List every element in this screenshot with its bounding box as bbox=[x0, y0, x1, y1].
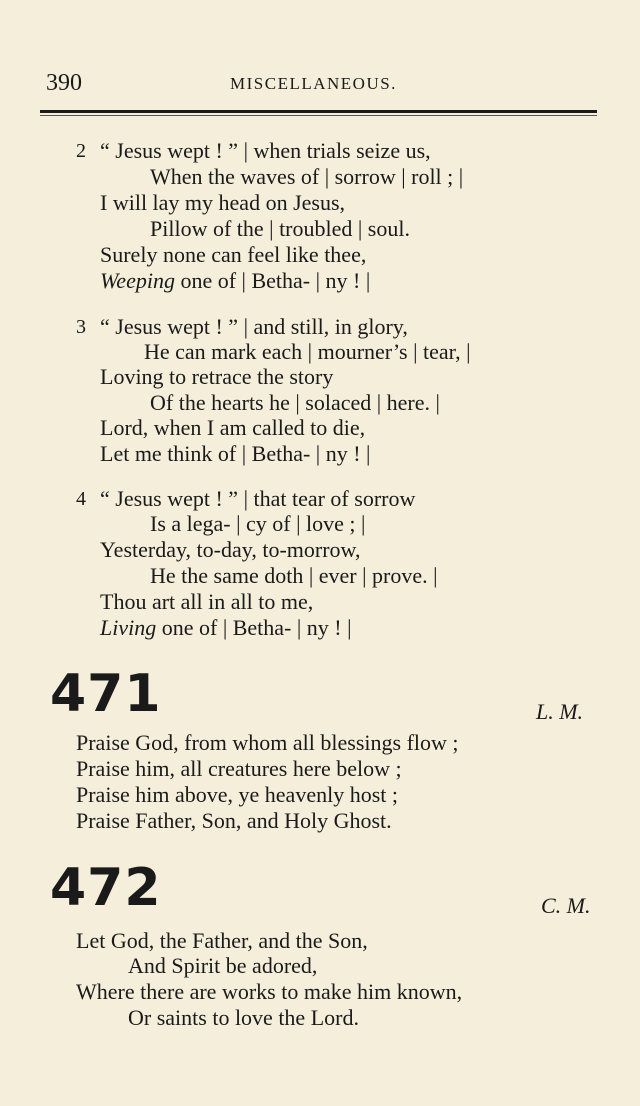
verse-line: Surely none can feel like thee, bbox=[100, 242, 367, 267]
hymn-line: Praise him above, ye heavenly host ; bbox=[76, 782, 398, 807]
header-rule-thin bbox=[40, 115, 597, 116]
verse-line: “ Jesus wept ! ” | and still, in glory, bbox=[100, 314, 408, 339]
verse-line: Let me think of | Betha- | ny ! | bbox=[100, 441, 371, 466]
hymn-line: Praise Father, Son, and Holy Ghost. bbox=[76, 808, 392, 833]
italic-word: Weeping bbox=[100, 268, 175, 293]
hymn-meter: L. M. bbox=[536, 699, 584, 724]
hymn-line: Praise him, all creatures here below ; bbox=[76, 756, 402, 781]
hymn-line: And Spirit be adored, bbox=[128, 953, 318, 978]
hymn-number: 471 bbox=[50, 664, 162, 724]
hymn-line: Where there are works to make him known, bbox=[76, 979, 463, 1004]
verse-line: He can mark each | mourner’s | tear, | bbox=[144, 339, 471, 364]
verse-line: I will lay my head on Jesus, bbox=[100, 190, 346, 215]
verse-line: Yesterday, to-day, to-morrow, bbox=[100, 537, 361, 562]
page-number: 390 bbox=[46, 70, 82, 96]
verse-line: Thou art all in all to me, bbox=[100, 589, 314, 614]
hymn-line: Praise God, from whom all blessings flow ; bbox=[76, 730, 459, 755]
italic-word: Living bbox=[100, 615, 157, 640]
hymn-line: Let God, the Father, and the Son, bbox=[76, 928, 368, 953]
verse-line: He the same doth | ever | prove. | bbox=[150, 563, 438, 588]
verse-line bbox=[100, 268, 370, 294]
header-rule bbox=[40, 110, 597, 113]
verse-line-text: one of | Betha- | ny ! | bbox=[161, 615, 352, 640]
verse-line: Pillow of the | troubled | soul. bbox=[150, 216, 410, 241]
hymn-number: 472 bbox=[50, 858, 162, 918]
verse-line: Lord, when I am called to die, bbox=[100, 415, 366, 440]
verse-number: 3 bbox=[76, 316, 86, 338]
verse-line: Is a lega- | cy of | love ; | bbox=[150, 511, 366, 536]
verse-number: 4 bbox=[76, 488, 86, 510]
section-title: MISCELLANEOUS. bbox=[230, 74, 397, 93]
verse-line: Loving to retrace the story bbox=[100, 364, 334, 389]
verse-line: When the waves of | sorrow | roll ; | bbox=[150, 164, 464, 189]
hymn-line: Or saints to love the Lord. bbox=[128, 1005, 359, 1030]
verse-line-text: one of | Betha- | ny ! | bbox=[180, 268, 371, 293]
verse-line bbox=[100, 615, 352, 641]
verse-line: “ Jesus wept ! ” | when trials seize us, bbox=[100, 138, 431, 163]
verse-line: Of the hearts he | solaced | here. | bbox=[150, 390, 440, 415]
verse-line: “ Jesus wept ! ” | that tear of sorrow bbox=[100, 486, 416, 511]
verse-number: 2 bbox=[76, 140, 86, 162]
hymn-meter: C. M. bbox=[541, 893, 591, 918]
